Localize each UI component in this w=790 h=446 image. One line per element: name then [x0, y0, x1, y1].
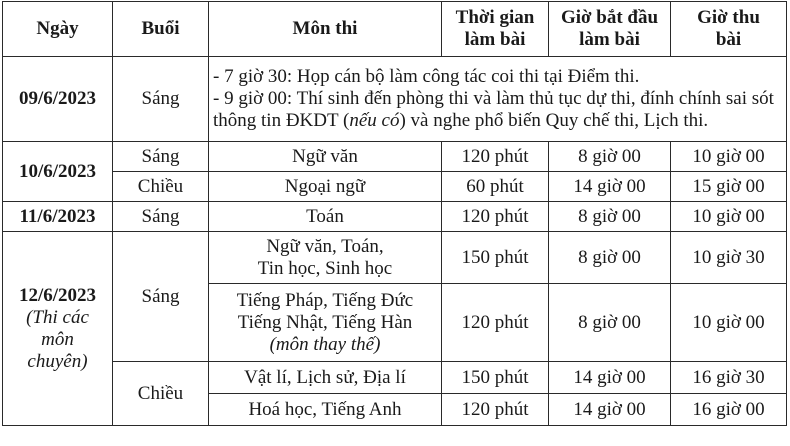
subject-cell: Ngữ văn — [209, 142, 442, 172]
table-row — [3, 142, 787, 172]
subject-cell: Vật lí, Lịch sử, Địa lí — [209, 362, 442, 394]
session-cell: Chiều — [113, 172, 209, 202]
session-cell: Sáng — [113, 202, 209, 232]
end-time-cell: 16 giờ 00 — [671, 394, 787, 426]
note-italic-text: nếu có — [349, 110, 400, 131]
date-cell: 09/6/2023 — [3, 57, 113, 142]
end-time-cell: 10 giờ 00 — [671, 202, 787, 232]
subject-cell: Hoá học, Tiếng Anh — [209, 394, 442, 426]
date-cell — [3, 232, 113, 426]
subject-cell — [209, 284, 442, 362]
duration-cell: 150 phút — [442, 232, 549, 284]
date-note-line: môn — [41, 328, 74, 350]
note-line: - 7 giờ 30: Họp cán bộ làm công tác coi thi tại Điểm thi. — [213, 66, 640, 87]
subject-cell: Ngoại ngữ — [209, 172, 442, 202]
start-time-cell: 14 giờ 00 — [549, 172, 671, 202]
duration-cell: 120 phút — [442, 142, 549, 172]
header-ngay: Ngày — [3, 2, 113, 57]
note-text: ) và nghe phổ biến Quy chế thi, Lịch thi. — [399, 110, 709, 131]
duration-cell: 120 phút — [442, 202, 549, 232]
table-row — [3, 232, 787, 284]
header-thoi-gian-line2: làm bài — [464, 29, 526, 50]
header-gio-thu-bai — [671, 2, 787, 57]
exam-schedule-table — [2, 1, 787, 426]
start-time-cell: 14 giờ 00 — [549, 394, 671, 426]
duration-cell: 120 phút — [442, 394, 549, 426]
subject-line: Ngữ văn, Toán, — [266, 235, 384, 257]
start-time-cell: 8 giờ 00 — [549, 284, 671, 362]
header-mon-thi: Môn thi — [209, 2, 442, 57]
date-text: 12/6/2023 — [18, 284, 97, 306]
end-time-cell: 10 giờ 00 — [671, 142, 787, 172]
table-row — [3, 172, 787, 202]
note-text: - 9 giờ 00: Thí sinh đến phòng thi và làm thủ tục dự thi, đính chính sai sót thông tin ĐKDT ( — [213, 88, 774, 131]
subject-cell — [209, 232, 442, 284]
header-row — [3, 2, 787, 57]
header-bat-dau-line1: Giờ bắt đầu — [560, 7, 659, 28]
session-cell: Sáng — [113, 57, 209, 142]
end-time-cell: 16 giờ 30 — [671, 362, 787, 394]
subject-line: Tiếng Pháp, Tiếng Đức — [236, 289, 414, 311]
table-row — [3, 202, 787, 232]
session-cell: Sáng — [113, 142, 209, 172]
header-buoi: Buổi — [113, 2, 209, 57]
subject-note: (môn thay thế) — [269, 333, 381, 355]
date-cell: 11/6/2023 — [3, 202, 113, 232]
duration-cell: 120 phút — [442, 284, 549, 362]
exam-schedule — [2, 1, 787, 426]
start-time-cell: 14 giờ 00 — [549, 362, 671, 394]
note-line — [213, 88, 782, 132]
end-time-cell: 15 giờ 00 — [671, 172, 787, 202]
start-time-cell: 8 giờ 00 — [549, 232, 671, 284]
session-cell: Sáng — [113, 232, 209, 362]
start-time-cell: 8 giờ 00 — [549, 202, 671, 232]
date-note-line: (Thi các — [26, 306, 89, 328]
header-thoi-gian-line1: Thời gian — [455, 7, 535, 28]
header-thu-bai-line2: bài — [715, 29, 742, 50]
subject-cell: Toán — [209, 202, 442, 232]
duration-cell: 150 phút — [442, 362, 549, 394]
table-row — [3, 57, 787, 142]
end-time-cell: 10 giờ 00 — [671, 284, 787, 362]
header-thoi-gian — [442, 2, 549, 57]
notes-cell — [209, 57, 787, 142]
subject-line: Tin học, Sinh học — [257, 257, 393, 279]
end-time-cell: 10 giờ 30 — [671, 232, 787, 284]
session-cell: Chiều — [113, 362, 209, 426]
date-note-line: chuyên) — [27, 350, 88, 372]
start-time-cell: 8 giờ 00 — [549, 142, 671, 172]
duration-cell: 60 phút — [442, 172, 549, 202]
subject-line: Tiếng Nhật, Tiếng Hàn — [237, 311, 413, 333]
table-row — [3, 362, 787, 394]
header-thu-bai-line1: Giờ thu — [697, 7, 760, 28]
header-gio-bat-dau — [549, 2, 671, 57]
date-cell: 10/6/2023 — [3, 142, 113, 202]
header-bat-dau-line2: làm bài — [579, 29, 640, 50]
